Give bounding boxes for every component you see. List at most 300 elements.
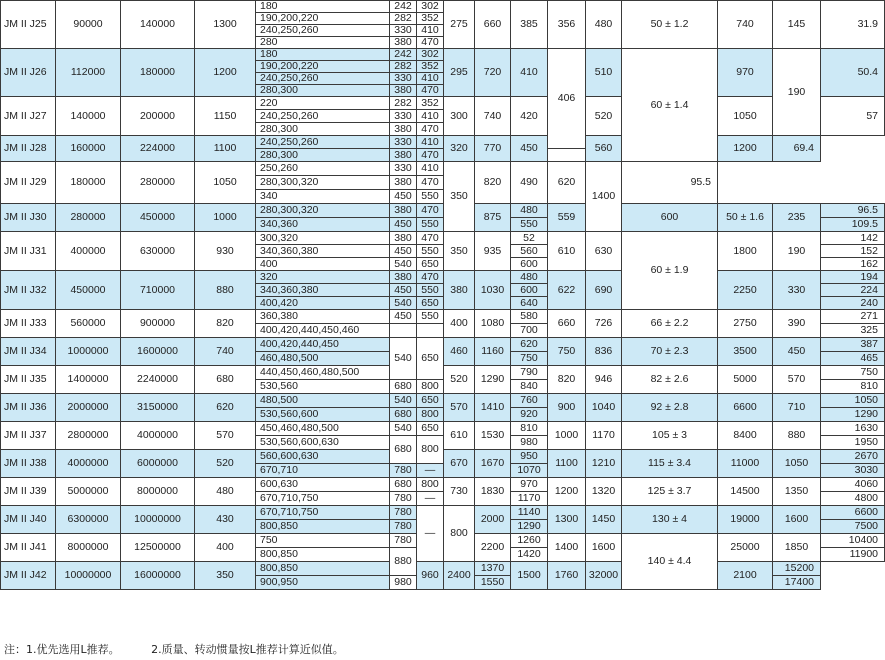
d5-cell: 1040 <box>586 394 622 422</box>
d2-cell: 720 <box>475 49 511 97</box>
speed-cell: 880 <box>195 271 256 310</box>
model-cell: JM II J32 <box>1 271 56 310</box>
torque-max-cell: 8000000 <box>121 478 195 506</box>
speed-cell: 350 <box>195 562 256 590</box>
bore-diameter-cell: 180 <box>256 1 390 13</box>
d2-cell: 2200 <box>475 534 511 562</box>
d6-cell: 5000 <box>718 366 773 394</box>
torque-max-cell: 16000000 <box>121 562 195 590</box>
bore-diameter-cell: 240,250,260 <box>256 73 390 85</box>
d2-cell: 770 <box>475 136 511 162</box>
d6-cell: 1200 <box>718 136 773 162</box>
speed-cell: 1100 <box>195 136 256 162</box>
d3-cell: 580 <box>511 310 548 324</box>
l1-cell: 330 <box>390 110 417 123</box>
torque-nominal-cell: 4000000 <box>56 450 121 478</box>
model-cell: JM II J30 <box>1 204 56 232</box>
l2-cell: 650 <box>417 297 444 310</box>
speed-cell: 1200 <box>195 49 256 97</box>
l1-cell: 680 <box>390 478 417 492</box>
torque-nominal-cell: 450000 <box>56 271 121 310</box>
l2-cell: 410 <box>417 25 444 37</box>
footnote <box>4 641 372 657</box>
mass-cell: 109.5 <box>821 218 885 232</box>
mass-cell: 240 <box>821 297 885 310</box>
l1-cell: 242 <box>390 49 417 61</box>
d4-cell: 1500 <box>511 562 548 590</box>
d6-cell: 11000 <box>718 450 773 478</box>
d4-cell: 900 <box>548 394 586 422</box>
d4-cell: 1300 <box>548 506 586 534</box>
model-cell: JM II J36 <box>1 394 56 422</box>
l2-cell: 800 <box>417 408 444 422</box>
bore-diameter-cell: 750 <box>256 534 390 548</box>
d3-cell: 810 <box>511 422 548 436</box>
bore-diameter-cell: 670,710 <box>256 464 390 478</box>
mass-cell: 750 <box>821 366 885 380</box>
l1-cell: 380 <box>390 204 417 218</box>
d6-cell: 32000 <box>586 562 622 590</box>
l2-cell: 352 <box>417 97 444 110</box>
d4-cell: 750 <box>548 338 586 366</box>
d2-cell: 2000 <box>475 506 511 534</box>
tolerance-cell: 66 ± 2.2 <box>622 310 718 338</box>
d2-cell: 1830 <box>475 478 511 506</box>
torque-max-cell: 12500000 <box>121 534 195 562</box>
l1-cell: 380 <box>390 123 417 136</box>
mass-cell: 31.9 <box>821 1 885 49</box>
tolerance-cell: 105 ± 3 <box>622 422 718 450</box>
bore-diameter-cell: 460,480,500 <box>256 352 390 366</box>
l2-cell: 550 <box>417 218 444 232</box>
l1-cell: 540 <box>390 394 417 408</box>
model-cell: JM II J35 <box>1 366 56 394</box>
l1-cell: 380 <box>390 37 417 49</box>
mass-cell: 387 <box>821 338 885 352</box>
mass-cell: 4800 <box>821 492 885 506</box>
speed-cell: 1150 <box>195 97 256 136</box>
d3-cell: 560 <box>511 245 548 258</box>
bore-diameter-cell: 530,560,600,630 <box>256 436 390 450</box>
torque-max-cell: 4000000 <box>121 422 195 450</box>
torque-nominal-cell: 10000000 <box>56 562 121 590</box>
table-row <box>1 232 885 245</box>
l1-cell: 780 <box>390 520 417 534</box>
d7-cell: 450 <box>773 338 821 366</box>
torque-max-cell: 224000 <box>121 136 195 162</box>
d4-cell: 1400 <box>548 534 586 562</box>
torque-nominal-cell: 2800000 <box>56 422 121 450</box>
bore-diameter-cell: 340,360,380 <box>256 284 390 297</box>
bore-diameter-cell: 800,850 <box>256 562 390 576</box>
d7-cell: 1600 <box>773 506 821 534</box>
model-cell: JM II J31 <box>1 232 56 271</box>
table-row <box>1 394 885 408</box>
bore-diameter-cell: 600,630 <box>256 478 390 492</box>
d2-cell: 740 <box>475 97 511 136</box>
d3-cell: 1070 <box>511 464 548 478</box>
l1-cell: 380 <box>390 149 417 162</box>
d7-cell: 1350 <box>773 478 821 506</box>
bore-diameter-cell: 480,500 <box>256 394 390 408</box>
mass-cell: 17400 <box>773 576 821 590</box>
bore-diameter-cell: 280,300 <box>256 123 390 136</box>
d2-cell: 1080 <box>475 310 511 338</box>
mass-cell: 1950 <box>821 436 885 450</box>
speed-cell: 680 <box>195 366 256 394</box>
bore-diameter-cell: 670,710,750 <box>256 492 390 506</box>
mass-cell: 325 <box>821 324 885 338</box>
torque-nominal-cell: 5000000 <box>56 478 121 506</box>
bore-diameter-cell: 400,420,440,450,460 <box>256 324 390 338</box>
l2-cell: 470 <box>417 149 444 162</box>
bore-diameter-cell: 280,300 <box>256 149 390 162</box>
l1-cell: 880 <box>390 548 417 576</box>
d7-cell: 190 <box>773 232 821 271</box>
d3-cell: 700 <box>511 324 548 338</box>
d7-cell: 1050 <box>773 450 821 478</box>
footnote-item: 2.质量、转动惯量按L推荐计算近似值。 <box>151 643 344 656</box>
torque-max-cell: 140000 <box>121 1 195 49</box>
tolerance-cell: 140 ± 4.4 <box>622 534 718 590</box>
d6-cell: 1800 <box>718 232 773 271</box>
l1-cell: 380 <box>390 271 417 284</box>
l1-cell: 330 <box>390 73 417 85</box>
table-row <box>1 162 885 176</box>
l1-cell: 330 <box>390 25 417 37</box>
table-row <box>1 338 885 352</box>
table-row <box>1 1 885 13</box>
model-cell: JM II J26 <box>1 49 56 97</box>
mass-cell: 15200 <box>773 562 821 576</box>
l2-cell: — <box>417 492 444 506</box>
mass-cell: 224 <box>821 284 885 297</box>
d1-cell: 295 <box>444 49 475 97</box>
l1-cell <box>390 324 417 338</box>
d3-cell: 550 <box>511 218 548 232</box>
bore-diameter-cell: 320 <box>256 271 390 284</box>
d3-cell: 480 <box>511 204 548 218</box>
speed-cell: 740 <box>195 338 256 366</box>
l1-cell: 780 <box>390 464 417 478</box>
d1-cell: 610 <box>444 422 475 450</box>
model-cell: JM II J42 <box>1 562 56 590</box>
model-cell: JM II J40 <box>1 506 56 534</box>
d1-cell: 730 <box>444 478 475 506</box>
speed-cell: 480 <box>195 478 256 506</box>
d5-cell: 620 <box>548 162 586 204</box>
l2-cell: 470 <box>417 123 444 136</box>
torque-nominal-cell: 1400000 <box>56 366 121 394</box>
l1-cell: 540 <box>390 422 417 436</box>
l2-cell: 470 <box>417 85 444 97</box>
l1-cell: 380 <box>390 85 417 97</box>
d1-cell: 570 <box>444 394 475 422</box>
tolerance-cell: 70 ± 2.3 <box>622 338 718 366</box>
bore-diameter-cell: 240,250,260 <box>256 136 390 149</box>
d3-cell: 1140 <box>511 506 548 520</box>
model-cell: JM II J29 <box>1 162 56 204</box>
speed-cell: 520 <box>195 450 256 478</box>
d2-cell: 2400 <box>444 562 475 590</box>
model-cell: JM II J25 <box>1 1 56 49</box>
l1-cell: 450 <box>390 218 417 232</box>
l2-cell: 650 <box>417 422 444 436</box>
d6-cell: 3500 <box>718 338 773 366</box>
mass-cell: 1050 <box>821 394 885 408</box>
torque-max-cell: 3150000 <box>121 394 195 422</box>
d6-cell: 14500 <box>718 478 773 506</box>
torque-nominal-cell: 140000 <box>56 97 121 136</box>
table-row <box>1 422 885 436</box>
d7-cell: 190 <box>773 49 821 136</box>
l2-cell: 650 <box>417 394 444 408</box>
d2-cell: 1410 <box>475 394 511 422</box>
speed-cell: 570 <box>195 422 256 450</box>
l2-cell: 470 <box>417 204 444 218</box>
d1-cell: 350 <box>444 232 475 271</box>
tolerance-cell: 92 ± 2.8 <box>622 394 718 422</box>
table-row <box>1 271 885 284</box>
model-cell: JM II J27 <box>1 97 56 136</box>
torque-max-cell: 180000 <box>121 49 195 97</box>
d3-cell: 410 <box>511 49 548 97</box>
model-cell: JM II J37 <box>1 422 56 450</box>
bore-diameter-cell: 800,850 <box>256 548 390 562</box>
l1-cell: 450 <box>390 190 417 204</box>
d2-cell: 1290 <box>475 366 511 394</box>
torque-nominal-cell: 8000000 <box>56 534 121 562</box>
d6-cell: 1400 <box>586 162 622 232</box>
mass-cell: 57 <box>821 97 885 136</box>
l1-cell: 450 <box>390 284 417 297</box>
d5-cell: 520 <box>586 97 622 136</box>
torque-nominal-cell: 560000 <box>56 310 121 338</box>
l2-cell: 650 <box>417 338 444 380</box>
l2-cell: 410 <box>417 73 444 85</box>
d5-cell: 836 <box>586 338 622 366</box>
d5-cell: 1320 <box>586 478 622 506</box>
torque-nominal-cell: 6300000 <box>56 506 121 534</box>
d7-cell: 235 <box>773 204 821 232</box>
l2-cell: 410 <box>417 136 444 149</box>
d4-cell: 660 <box>548 310 586 338</box>
d5-cell: 1760 <box>548 562 586 590</box>
d2-cell: 1160 <box>475 338 511 366</box>
model-cell: JM II J34 <box>1 338 56 366</box>
bore-diameter-cell: 280,300,320 <box>256 176 390 190</box>
d3-cell: 1290 <box>511 520 548 534</box>
torque-max-cell: 2240000 <box>121 366 195 394</box>
d4-cell: 559 <box>548 204 586 232</box>
d6-cell: 8400 <box>718 422 773 450</box>
bore-diameter-cell: 360,380 <box>256 310 390 324</box>
bore-diameter-cell: 280,300 <box>256 85 390 97</box>
l1-cell: 680 <box>390 408 417 422</box>
speed-cell: 820 <box>195 310 256 338</box>
d3-cell: 480 <box>511 271 548 284</box>
d6-cell: 970 <box>718 49 773 97</box>
table-row <box>1 478 885 492</box>
d7-cell: 2100 <box>718 562 773 590</box>
l2-cell: 410 <box>417 162 444 176</box>
bore-diameter-cell: 280,300,320 <box>256 204 390 218</box>
l1-cell: 540 <box>390 297 417 310</box>
l1-cell: 780 <box>390 534 417 548</box>
d3-cell: 600 <box>511 284 548 297</box>
bore-diameter-cell: 340 <box>256 190 390 204</box>
torque-max-cell: 200000 <box>121 97 195 136</box>
d4-cell: 356 <box>548 1 586 49</box>
bore-diameter-cell: 180 <box>256 49 390 61</box>
l1-cell: 380 <box>390 232 417 245</box>
torque-nominal-cell: 180000 <box>56 162 121 204</box>
tolerance-cell: 60 ± 1.4 <box>622 49 718 162</box>
d6-cell: 1050 <box>718 97 773 136</box>
l1-cell: 680 <box>390 380 417 394</box>
mass-cell: 10400 <box>821 534 885 548</box>
d3-cell: 1170 <box>511 492 548 506</box>
speed-cell: 1300 <box>195 1 256 49</box>
speed-cell: 1050 <box>195 162 256 204</box>
bore-diameter-cell: 400 <box>256 258 390 271</box>
d3-cell: 950 <box>511 450 548 464</box>
l1-cell: 380 <box>390 176 417 190</box>
bore-diameter-cell: 190,200,220 <box>256 61 390 73</box>
table-row <box>1 136 885 149</box>
d2-cell: 820 <box>475 162 511 204</box>
l1-cell: 282 <box>390 61 417 73</box>
l2-cell: 470 <box>417 232 444 245</box>
l2-cell <box>417 324 444 338</box>
l2-cell: 550 <box>417 284 444 297</box>
l1-cell: 780 <box>390 506 417 520</box>
d7-cell: 330 <box>773 271 821 310</box>
l2-cell: 470 <box>417 271 444 284</box>
bore-diameter-cell: 400,420,440,450 <box>256 338 390 352</box>
l2-cell: 800 <box>417 436 444 464</box>
d5-cell: 1210 <box>586 450 622 478</box>
d7-cell: 1850 <box>773 534 821 562</box>
torque-max-cell: 900000 <box>121 310 195 338</box>
mass-cell: 142 <box>821 232 885 245</box>
d4-cell: 1000 <box>548 422 586 450</box>
bore-diameter-cell: 900,950 <box>256 576 390 590</box>
l2-cell: 800 <box>417 478 444 492</box>
bore-diameter-cell: 190,200,220 <box>256 13 390 25</box>
l2-cell: 410 <box>417 110 444 123</box>
bore-diameter-cell: 670,710,750 <box>256 506 390 520</box>
d4-cell: 1200 <box>548 478 586 506</box>
table-row <box>1 49 885 61</box>
d3-cell: 1370 <box>475 562 511 576</box>
d3-cell: 790 <box>511 366 548 380</box>
d3-cell: 1550 <box>475 576 511 590</box>
d2-cell: 1670 <box>475 450 511 478</box>
model-cell: JM II J28 <box>1 136 56 162</box>
mass-cell: 50.4 <box>821 49 885 97</box>
d1-cell: 320 <box>444 136 475 162</box>
l1-cell: 242 <box>390 1 417 13</box>
l2-cell: 650 <box>417 258 444 271</box>
d3-cell: 980 <box>511 436 548 450</box>
bore-diameter-cell: 250,260 <box>256 162 390 176</box>
l2-cell: — <box>417 506 444 562</box>
bore-diameter-cell: 240,250,260 <box>256 25 390 37</box>
d6-cell: 25000 <box>718 534 773 562</box>
l2-cell: 302 <box>417 49 444 61</box>
d5-cell: 946 <box>586 366 622 394</box>
mass-cell: 3030 <box>821 464 885 478</box>
torque-max-cell: 1600000 <box>121 338 195 366</box>
mass-cell: 194 <box>821 271 885 284</box>
bore-diameter-cell: 530,560,600 <box>256 408 390 422</box>
d2-cell: 1530 <box>475 422 511 450</box>
l2-cell: 352 <box>417 13 444 25</box>
d1-cell: 380 <box>444 271 475 310</box>
torque-nominal-cell: 112000 <box>56 49 121 97</box>
d5-cell: 480 <box>586 1 622 49</box>
tolerance-cell: 50 ± 1.2 <box>622 1 718 49</box>
torque-nominal-cell: 2000000 <box>56 394 121 422</box>
mass-cell: 4060 <box>821 478 885 492</box>
table-row <box>1 310 885 324</box>
d5-cell: 690 <box>586 271 622 310</box>
speed-cell: 430 <box>195 506 256 534</box>
footnote-item: 注：1.优先选用L推荐。 <box>4 643 120 656</box>
d7-cell: 710 <box>773 394 821 422</box>
d1-cell: 275 <box>444 1 475 49</box>
model-cell: JM II J33 <box>1 310 56 338</box>
d6-cell: 740 <box>718 1 773 49</box>
bore-diameter-cell: 800,850 <box>256 520 390 534</box>
torque-max-cell: 710000 <box>121 271 195 310</box>
d3-cell: 760 <box>511 394 548 408</box>
bore-diameter-cell: 530,560 <box>256 380 390 394</box>
d1-cell: 400 <box>444 310 475 338</box>
d3-cell: 1420 <box>511 548 548 562</box>
d1-cell: 960 <box>417 562 444 590</box>
d1-cell: 300 <box>444 97 475 136</box>
d5-cell: 630 <box>586 232 622 271</box>
d2-cell: 1030 <box>475 271 511 310</box>
l1-cell: 780 <box>390 492 417 506</box>
mass-cell: 271 <box>821 310 885 324</box>
mass-cell: 1630 <box>821 422 885 436</box>
d3-cell: 970 <box>511 478 548 492</box>
d3-cell: 620 <box>511 338 548 352</box>
speed-cell: 620 <box>195 394 256 422</box>
d6-cell: 2750 <box>718 310 773 338</box>
bore-diameter-cell: 240,250,260 <box>256 110 390 123</box>
mass-cell: 6600 <box>821 506 885 520</box>
l2-cell: 470 <box>417 37 444 49</box>
tolerance-cell: 50 ± 1.6 <box>718 204 773 232</box>
mass-cell: 69.4 <box>773 136 821 162</box>
torque-nominal-cell: 280000 <box>56 204 121 232</box>
bore-diameter-cell: 300,320 <box>256 232 390 245</box>
d1-cell: 460 <box>444 338 475 366</box>
d6-cell: 6600 <box>718 394 773 422</box>
tolerance-cell: 82 ± 2.6 <box>622 366 718 394</box>
speed-cell: 930 <box>195 232 256 271</box>
bore-diameter-cell: 560,600,630 <box>256 450 390 464</box>
l1-cell: 680 <box>390 436 417 464</box>
l2-cell: 550 <box>417 310 444 324</box>
d3-cell: 52 <box>511 232 548 245</box>
mass-cell: 1290 <box>821 408 885 422</box>
torque-max-cell: 280000 <box>121 162 195 204</box>
